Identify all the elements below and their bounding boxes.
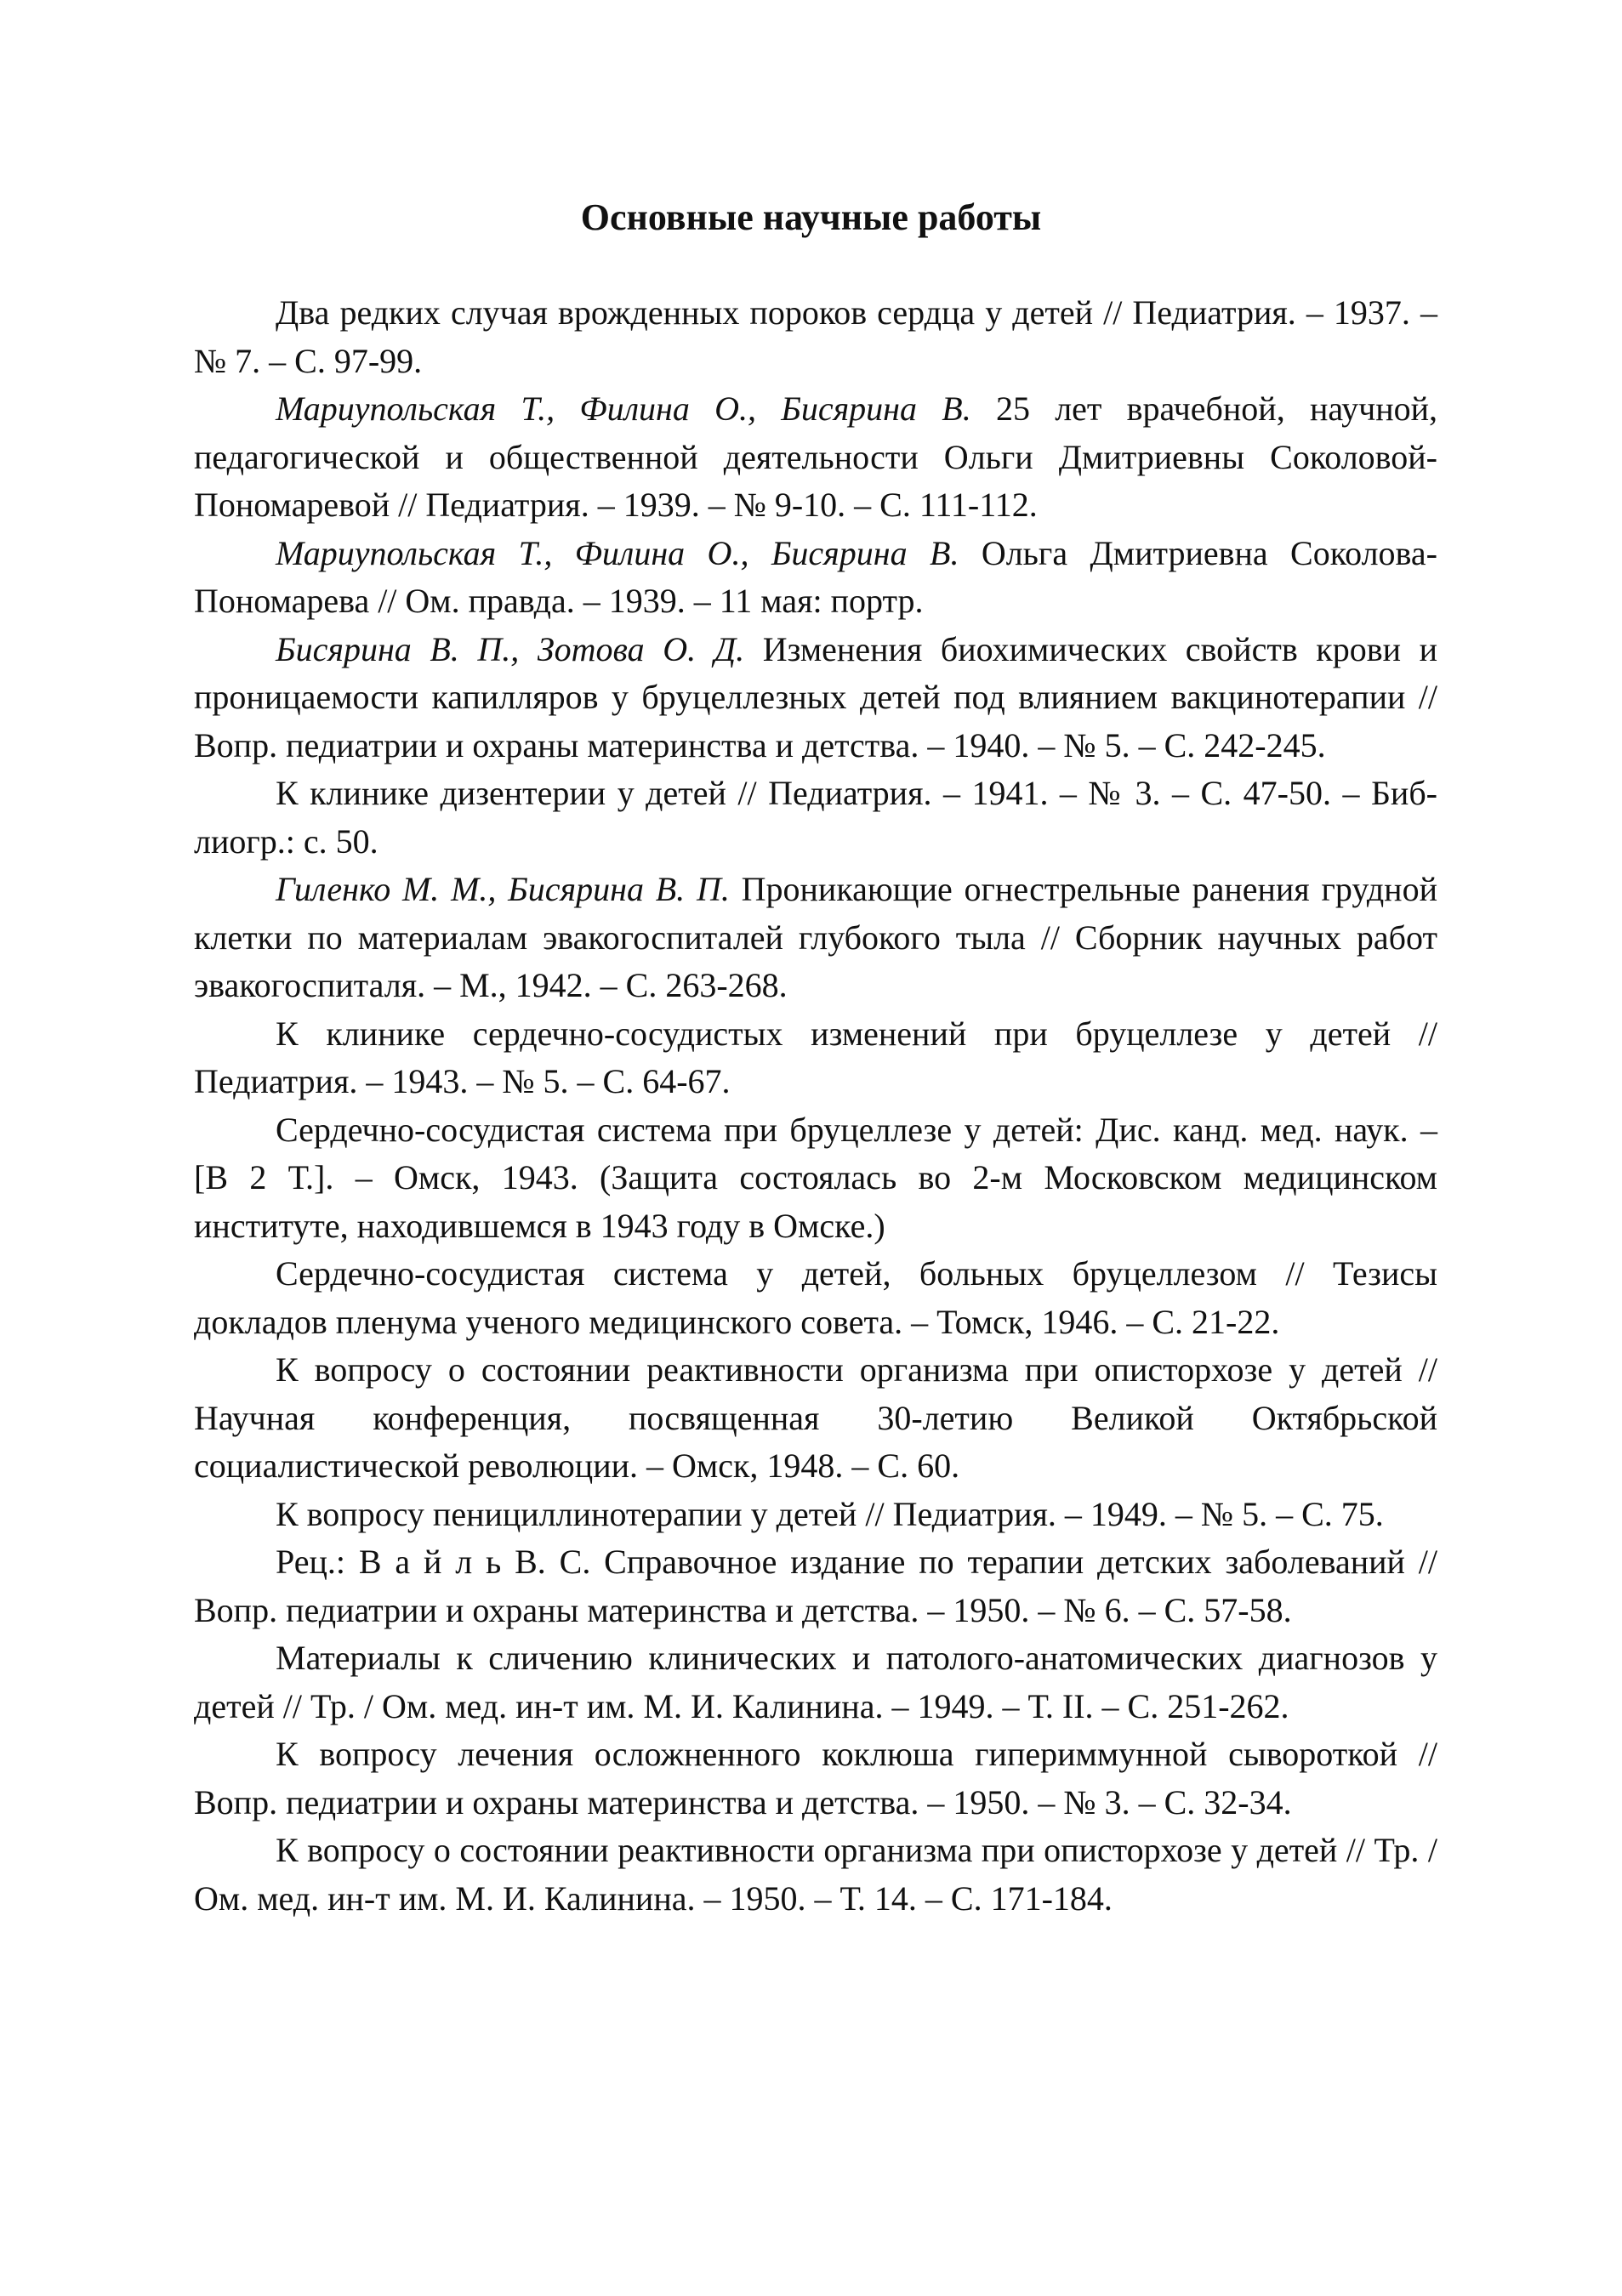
entry-text: Ольга Дмитриевна Соколова-Пономарева // Ом. правда. – 1939. – 11 мая: портр. [194, 533, 1437, 620]
bibliography-entry-5 [194, 770, 1437, 866]
entry-authors: Гиленко М. М., Бисярина В. П. [276, 870, 730, 908]
bibliography-entry-8 [194, 1106, 1437, 1251]
bibliography-entry-13 [194, 1634, 1437, 1731]
bibliography-entry-9 [194, 1250, 1437, 1346]
entry-text: К вопросу о состоянии реактивности организма при описторхозе у детей // Тр. / Ом. мед. ин-т им. М. И. Калинина. – 1950. – Т. 14. – С. 171-184. [194, 1831, 1437, 1918]
bibliography-entry-4 [194, 626, 1437, 770]
entry-authors: Мариупольская Т., Филина О., Бисярина В. [276, 533, 959, 572]
bibliography-entry-15 [194, 1827, 1437, 1923]
entry-text: 25 лет врачебной, научной, педагогической и общественной деятельности Ольги Дмитриевны Соколовой-Пономаревой // Педиатрия. – 1939. – № 9-10. – С. 111-112. [194, 389, 1437, 524]
entry-text: Материалы к сличению клинических и патолого-анатомических диагнозов у детей // Тр. / Ом. мед. ин-т им. М. И. Калинина. – 1949. – Т. II. – С. 251-262. [194, 1639, 1437, 1725]
bibliography-list [194, 289, 1437, 1923]
entry-text: К клинике сердечно-сосудистых изменений при бруцеллезе у детей // Педиатрия. – 1943. – № 5. – С. 64-67. [194, 1014, 1437, 1100]
bibliography-entry-1 [194, 289, 1437, 385]
entry-text: Проникающие огнестрельные ранения грудной клетки по материалам эвакогоспиталей глубокого тыла // Сборник научных работ эвакогоспиталя. – М., 1942. – С. 263-268. [194, 870, 1437, 1004]
entry-text: Сердечно-сосудистая система у детей, больных бруцеллезом // Тезисы докладов пленума ученого медицинского совета. – Томск, 1946. – С. 21-22. [194, 1254, 1437, 1341]
entry-text: К клинике дизентерии у детей // Педиатрия. – 1941. – № 3. – С. 47-50. – Биб-лиогр.: с. 50. [194, 774, 1437, 861]
entry-text: Рец.: В а й л ь В. С. Справочное издание по терапии детских заболеваний // Вопр. педиатрии и охраны материнства и детства. – 1950. – № 6. – С. 57-58. [194, 1543, 1437, 1629]
bibliography-entry-2 [194, 385, 1437, 530]
bibliography-entry-7 [194, 1010, 1437, 1106]
bibliography-entry-3 [194, 530, 1437, 626]
entry-text: К вопросу о состоянии реактивности организма при описторхозе у детей // Научная конференция, посвященная 30-летию Великой Октябрьской социалистической революции. – Омск, 1948. – С. 60. [194, 1350, 1437, 1485]
bibliography-entry-12 [194, 1538, 1437, 1634]
bibliography-entry-10 [194, 1346, 1437, 1491]
entry-text: Сердечно-сосудистая система при бруцеллезе у детей: Дис. канд. мед. наук. – [В 2 Т.]. – Омск, 1943. (Защита состоялась во 2-м Московском медицинском институте, находившемся в 1943 году в Омске.) [194, 1110, 1437, 1245]
bibliography-entry-11 [194, 1491, 1437, 1539]
entry-text: К вопросу лечения осложненного коклюша гипериммунной сывороткой // Вопр. педиатрии и охраны материнства и детства. – 1950. – № 3. – С. 32-34. [194, 1735, 1437, 1821]
entry-authors: Бисярина В. П., Зотова О. Д. [276, 629, 745, 668]
bibliography-entry-14 [194, 1731, 1437, 1827]
page-title: Основные научные работы [580, 196, 1042, 238]
bibliography-entry-6 [194, 866, 1437, 1010]
entry-text: Изменения биохимических свойств крови и проницаемости капилляров у бруцеллезных детей под влиянием вакцинотерапии // Вопр. педиатрии и охраны материнства и детства. – 1940. – № 5. – С. 242-245. [194, 629, 1437, 764]
entry-authors: Мариупольская Т., Филина О., Бисярина В. [276, 389, 971, 428]
entry-text: К вопросу пенициллинотерапии у детей // Педиатрия. – 1949. – № 5. – С. 75. [276, 1494, 1384, 1533]
entry-text: Два редких случая врожденных пороков сердца у детей // Педиатрия. – 1937. – № 7. – С. 97-99. [194, 293, 1437, 380]
